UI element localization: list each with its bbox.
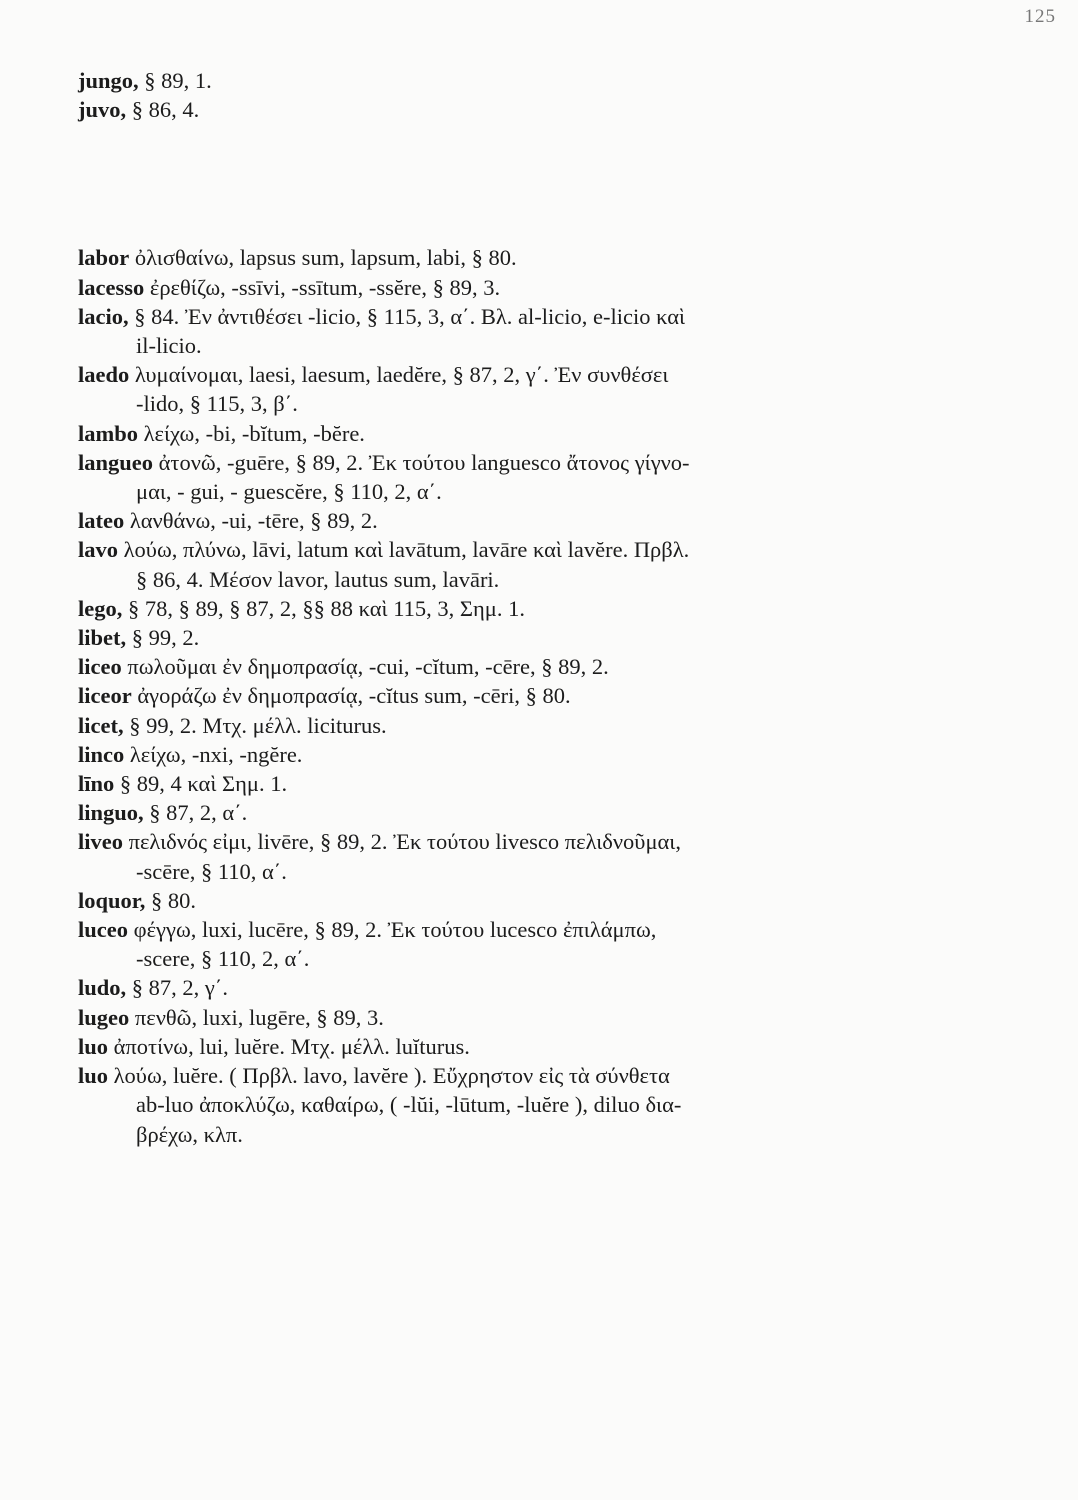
entry-text-line: § 99, 2. bbox=[131, 625, 200, 651]
entry-text-line: ἀτονῶ, -guēre, § 89, 2. Ἐκ τούτου languesco ἄτονος γίγνο- bbox=[158, 449, 690, 475]
entry-text-line: § 87, 2, α΄. bbox=[149, 800, 248, 826]
dictionary-entry bbox=[78, 1032, 978, 1061]
entry-headword: linco bbox=[78, 741, 125, 767]
entry-text-line: μαι, - gui, - guescĕre, § 110, 2, α΄. bbox=[136, 479, 442, 505]
dictionary-entry bbox=[78, 915, 978, 973]
entry-headword: lego, bbox=[78, 595, 123, 621]
dictionary-entries bbox=[78, 66, 978, 1149]
dictionary-entry bbox=[78, 740, 978, 769]
entry-text-line: ab-luo ἀποκλύζω, καθαίρω, ( -lŭi, -lūtum, -luĕre ), diluo δια- bbox=[136, 1092, 682, 1118]
entry-text-line: § 89, 4 καὶ Σημ. 1. bbox=[119, 771, 288, 797]
entries-j-section bbox=[78, 66, 978, 124]
entry-headword: luceo bbox=[78, 917, 128, 943]
entry-headword: lacio, bbox=[78, 303, 129, 329]
entry-text-line: πωλοῦμαι ἐν δημοπρασίᾳ, -cui, -cĭtum, -cēre, § 89, 2. bbox=[127, 654, 609, 680]
entry-headword: labor bbox=[78, 245, 130, 271]
entry-text-line: -scēre, § 110, α΄. bbox=[136, 858, 287, 884]
entry-text-line: λείχω, -nxi, -ngĕre. bbox=[129, 741, 303, 767]
dictionary-entry bbox=[78, 711, 978, 740]
dictionary-entry bbox=[78, 360, 978, 418]
entries-l-section bbox=[78, 243, 978, 1148]
entry-text-line: πενθῶ, luxi, lugēre, § 89, 3. bbox=[134, 1004, 384, 1030]
entry-text-line: § 80. bbox=[150, 887, 196, 913]
entry-headword: liveo bbox=[78, 829, 123, 855]
entry-text-line: § 86, 4. bbox=[131, 97, 200, 123]
dictionary-entry bbox=[78, 302, 978, 360]
entry-text-line: λούω, πλύνω, lāvi, latum καὶ lavātum, lavāre καὶ lavĕre. Πρβλ. bbox=[123, 537, 690, 563]
entry-headword: loquor, bbox=[78, 887, 146, 913]
entry-headword: juvo, bbox=[78, 97, 127, 123]
page-number: 125 bbox=[1024, 6, 1056, 27]
entry-text-line: ἀποτίνω, lui, luĕre. Μτχ. μέλλ. luĭturus. bbox=[113, 1033, 470, 1059]
dictionary-entry bbox=[78, 623, 978, 652]
entry-text-line: φέγγω, luxi, lucēre, § 89, 2. Ἐκ τούτου lucesco ἐπιλάμπω, bbox=[133, 917, 657, 943]
entry-headword: luo bbox=[78, 1033, 109, 1059]
entry-headword: lavo bbox=[78, 537, 119, 563]
entry-headword: līno bbox=[78, 771, 115, 797]
dictionary-entry bbox=[78, 681, 978, 710]
dictionary-entry bbox=[78, 769, 978, 798]
entry-text-line: § 89, 1. bbox=[144, 68, 212, 93]
entry-text-line: -lido, § 115, 3, β΄. bbox=[136, 391, 298, 417]
dictionary-entry bbox=[78, 448, 978, 506]
entry-headword: luo bbox=[78, 1063, 109, 1089]
dictionary-entry bbox=[78, 1003, 978, 1032]
entry-headword: lugeo bbox=[78, 1004, 130, 1030]
entry-headword: liceor bbox=[78, 683, 132, 709]
entry-headword: lacesso bbox=[78, 274, 145, 300]
dictionary-entry bbox=[78, 1061, 978, 1149]
dictionary-entry bbox=[78, 886, 978, 915]
entry-text-line: πελιδνός εἰμι, livēre, § 89, 2. Ἐκ τούτου livesco πελιδνοῦμαι, bbox=[128, 829, 681, 855]
entry-text-line: λυμαίνομαι, laesi, laesum, laedĕre, § 87, 2, γ΄. Ἐν συνθέσει bbox=[134, 362, 669, 388]
entry-text-line: λείχω, -bi, -bĭtum, -bĕre. bbox=[143, 420, 365, 446]
dictionary-entry bbox=[78, 273, 978, 302]
entry-text-line: λούω, luĕre. ( Πρβλ. lavo, lavĕre ). Εὔχρηστον εἰς τὰ σύνθετα bbox=[113, 1063, 670, 1089]
entry-text-line: il-licio. bbox=[136, 333, 202, 359]
dictionary-entry bbox=[78, 243, 978, 272]
dictionary-entry bbox=[78, 594, 978, 623]
entry-headword: lambo bbox=[78, 420, 139, 446]
dictionary-entry bbox=[78, 798, 978, 827]
entry-text-line: § 84. Ἐν ἀντιθέσει -licio, § 115, 3, α΄. Βλ. al-licio, e-licio καὶ bbox=[134, 303, 686, 329]
entry-text-line: § 87, 2, γ΄. bbox=[131, 975, 228, 1001]
entry-headword: lateo bbox=[78, 508, 125, 534]
entry-headword: ludo, bbox=[78, 975, 127, 1001]
entry-text-line: § 99, 2. Μτχ. μέλλ. liciturus. bbox=[129, 712, 387, 738]
entry-headword: laedo bbox=[78, 362, 130, 388]
dictionary-entry bbox=[78, 652, 978, 681]
dictionary-entry bbox=[78, 95, 978, 124]
dictionary-entry bbox=[78, 506, 978, 535]
entry-text-line: λανθάνω, -ui, -tēre, § 89, 2. bbox=[129, 508, 378, 534]
dictionary-entry bbox=[78, 535, 978, 593]
entry-text-line: -scere, § 110, 2, α΄. bbox=[136, 946, 310, 972]
entry-text-line: ἐρεθίζω, -ssīvi, -ssītum, -ssĕre, § 89, 3. bbox=[149, 274, 501, 300]
entry-text-line: § 86, 4. Μέσον lavor, lautus sum, lavāri. bbox=[136, 566, 500, 592]
entry-headword: langueo bbox=[78, 449, 154, 475]
entry-text-line: ὀλισθαίνω, lapsus sum, lapsum, labi, § 80. bbox=[134, 245, 517, 271]
entry-headword: libet, bbox=[78, 625, 127, 651]
dictionary-entry bbox=[78, 419, 978, 448]
dictionary-entry bbox=[78, 973, 978, 1002]
dictionary-entry bbox=[78, 827, 978, 885]
entry-text-line: βρέχω, κλπ. bbox=[136, 1121, 243, 1147]
entry-text-line: ἀγοράζω ἐν δημοπρασίᾳ, -cĭtus sum, -cēri, § 80. bbox=[137, 683, 571, 709]
entry-text-line: § 78, § 89, § 87, 2, §§ 88 καὶ 115, 3, Σημ. 1. bbox=[128, 595, 525, 621]
dictionary-entry bbox=[78, 66, 978, 95]
section-gap bbox=[78, 124, 978, 243]
entry-headword: licet, bbox=[78, 712, 124, 738]
entry-headword: liceo bbox=[78, 654, 122, 680]
entry-headword: linguo, bbox=[78, 800, 144, 826]
entry-headword: jungo, bbox=[78, 68, 139, 93]
